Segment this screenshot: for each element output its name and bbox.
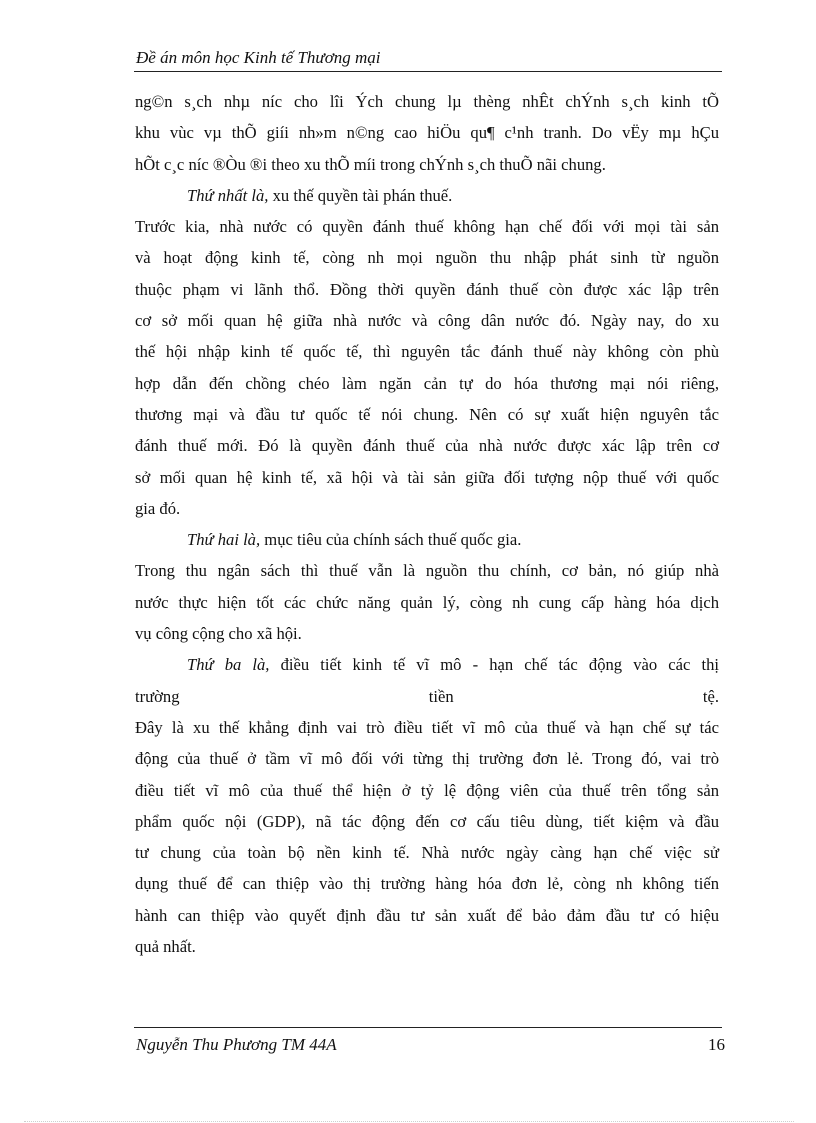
text-line: dụng thuế để can thiệp vào thị trường hàng hóa đơn lẻ, còng nh không tiến xyxy=(135,874,719,894)
section-heading-3 xyxy=(135,649,719,680)
word: trường xyxy=(135,686,180,706)
footer-divider xyxy=(134,1027,722,1028)
text-line: hành can thiệp vào quyết định đầu tư sản xuất để bảo đảm đầu tư có hiệu xyxy=(135,905,719,925)
heading-text: điều tiết kinh tế vĩ mô - hạn chế tác động vào các thị xyxy=(269,655,719,675)
document-body xyxy=(135,86,719,962)
text-line: Trước kia, nhà nước có quyền đánh thuế không hạn chế đối với mọi tài sản xyxy=(135,217,719,237)
text-line: ng©n s¸ch nhµ níc cho lîi Ých chung lµ thèng nhÊt chÝnh s¸ch kinh tÕ xyxy=(135,92,719,111)
section-heading-1 xyxy=(135,180,719,211)
text-line: thế hội nhập kinh tế quốc tế, thì nguyên tắc đánh thuế này không còn phù xyxy=(135,342,719,362)
text-line: vụ công cộng cho xã hội. xyxy=(135,624,302,644)
text-line: động của thuế ở tầm vĩ mô đối với từng thị trường đơn lẻ. Trong đó, vai trò xyxy=(135,749,719,769)
page-boundary xyxy=(24,1121,794,1122)
text-line: phẩm quốc nội (GDP), nã tác động đến cơ cấu tiêu dùng, tiết kiệm và đầu xyxy=(135,811,719,831)
text-line: quả nhất. xyxy=(135,937,196,957)
text-line: gia đó. xyxy=(135,498,181,518)
text-line: và hoạt động kinh tế, còng nh mọi nguồn thu nhập phát sinh từ nguồn xyxy=(135,248,719,268)
text-line: khu vùc vµ thÕ giíi nh»m n©ng cao hiÖu qu¶ c¹nh tranh. Do vËy mµ hÇu xyxy=(135,123,719,143)
text-line: Đây là xu thế khẳng định vai trò điều tiết vĩ mô của thuế và hạn chế sự tác xyxy=(135,717,719,737)
text-line: cơ sở mối quan hệ giữa nhà nước và công dân nước đó. Ngày nay, do xu xyxy=(135,311,719,331)
heading-lead: Thứ ba là, xyxy=(187,655,270,675)
text-line: Trong thu ngân sách thì thuế vẫn là nguồn thu chính, cơ bản, nó giúp nhà xyxy=(135,561,719,581)
section-heading-2 xyxy=(135,524,719,555)
word: tệ. xyxy=(702,686,719,706)
text-line: sở mối quan hệ kinh tế, xã hội và tài sản giữa đối tượng nộp thuế với quốc xyxy=(135,467,719,487)
heading-continuation xyxy=(135,681,719,712)
text-line: tư chung của toàn bộ nền kinh tế. Nhà nước ngày càng hạn chế việc sử xyxy=(135,843,719,863)
heading-lead: Thứ nhất là, xyxy=(187,185,269,205)
text-line: đánh thuế mới. Đó là quyền đánh thuế của nhà nước được xác lập trên cơ xyxy=(135,436,719,456)
text-line: thương mại và đầu tư quốc tế nói chung. Nên có sự xuất hiện nguyên tắc xyxy=(135,404,719,424)
text-line: hÕt c¸c níc ®Òu ®i theo xu thÕ míi trong chÝnh s¸ch thuÕ nãi chung. xyxy=(135,154,606,174)
text-line: hợp dẫn đến chồng chéo làm ngăn cản tự do hóa thương mại nói riêng, xyxy=(135,373,719,393)
footer-author: Nguyễn Thu Phương TM 44A xyxy=(136,1035,337,1054)
word: tiền xyxy=(428,686,454,706)
page-number: 16 xyxy=(708,1035,725,1054)
text-line: nước thực hiện tốt các chức năng quản lý, còng nh cung cấp hàng hóa dịch xyxy=(135,592,719,612)
text-line: thuộc phạm vi lãnh thổ. Đồng thời quyền đánh thuế còn được xác lập trên xyxy=(135,279,719,299)
header-title: Đề án môn học Kinh tế Thương mại xyxy=(136,48,381,67)
heading-text: mục tiêu của chính sách thuế quốc gia. xyxy=(260,530,522,550)
heading-text: xu thế quyền tài phán thuế. xyxy=(268,185,453,205)
text-line: điều tiết vĩ mô của thuế thể hiện ở tỷ lệ động viên của thuế trên tổng sản xyxy=(135,780,719,800)
header-divider xyxy=(134,71,722,72)
heading-lead: Thứ hai là, xyxy=(187,530,261,550)
